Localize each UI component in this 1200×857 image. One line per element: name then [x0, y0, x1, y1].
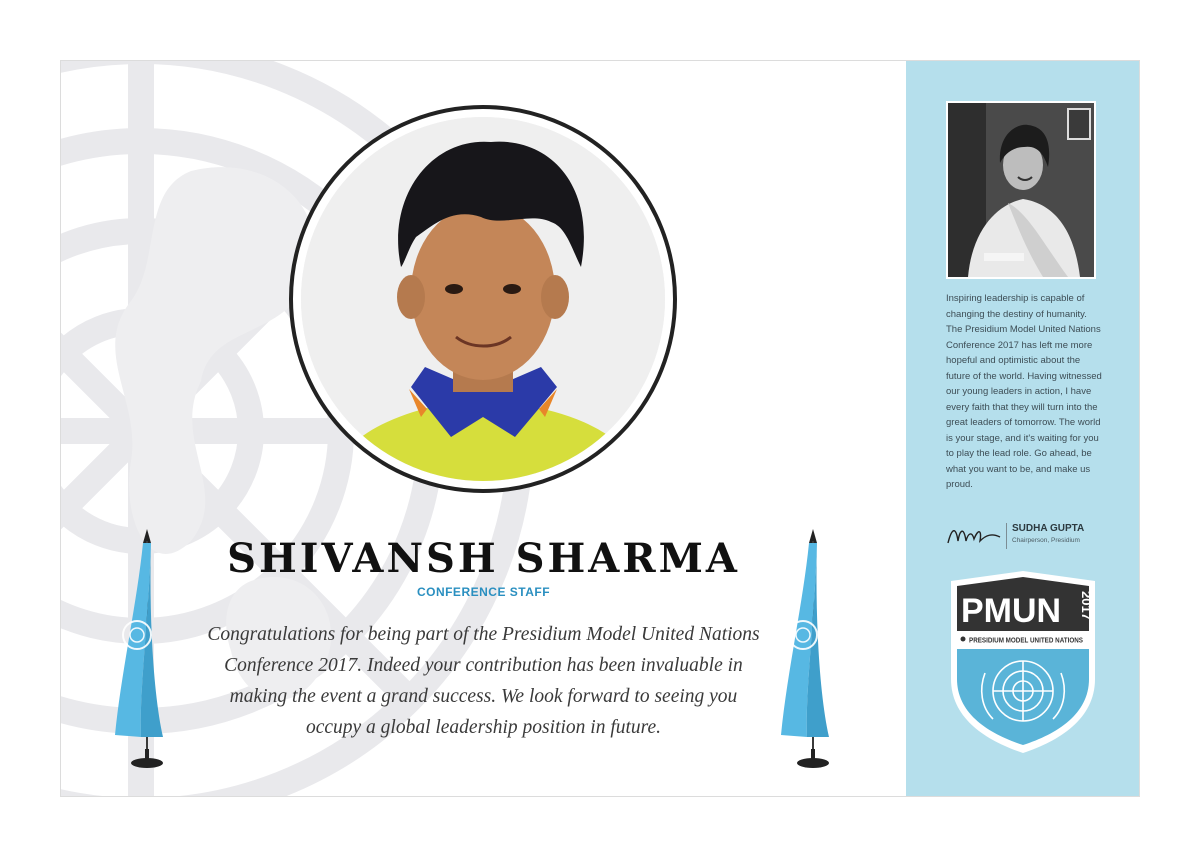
certificate — [60, 60, 1140, 797]
badge-year-text: 2017 — [1079, 591, 1094, 620]
student-role: CONFERENCE STAFF — [416, 585, 551, 599]
student-photo — [301, 117, 665, 481]
student-photo-frame — [289, 105, 677, 493]
un-flag-right-icon — [779, 523, 849, 773]
signature-block — [946, 521, 1116, 551]
signatory-title: Chairperson, Presidium — [1012, 537, 1080, 544]
signature-divider — [1006, 523, 1007, 549]
student-name: SHIVANSH SHARMA — [227, 535, 740, 582]
chairperson-photo — [946, 101, 1096, 279]
main-panel — [61, 61, 906, 796]
pmun-logo-badge — [949, 569, 1097, 755]
signature-icon — [946, 523, 1002, 549]
chairperson-quote: Inspiring leadership is capable of changing the destiny of humanity. The Presidium Model United Nations Conference 2017 has left me more hopeful and optimistic about the future of the world. Having witnessed our young leaders in action, I have every faith that they will turn into the great leaders of tomorrow. The world is your stage, and it's waiting for you to play the lead role. Go ahead, be what you want to be, and make us proud. — [946, 293, 1102, 490]
signatory-name: SUDHA GUPTA — [1012, 523, 1085, 534]
congratulations-message: Congratulations for being part of the Presidium Model United Nations Conference 2017. Indeed your contribution has been invaluable in making the event a grand success. We look forward to seeing you occupy a global leadership position in future. — [207, 624, 760, 738]
badge-subtitle-text: PRESIDIUM MODEL UNITED NATIONS — [969, 637, 1084, 645]
chairperson-sidebar — [906, 61, 1139, 796]
badge-pmun-text: PMUN — [961, 592, 1061, 630]
